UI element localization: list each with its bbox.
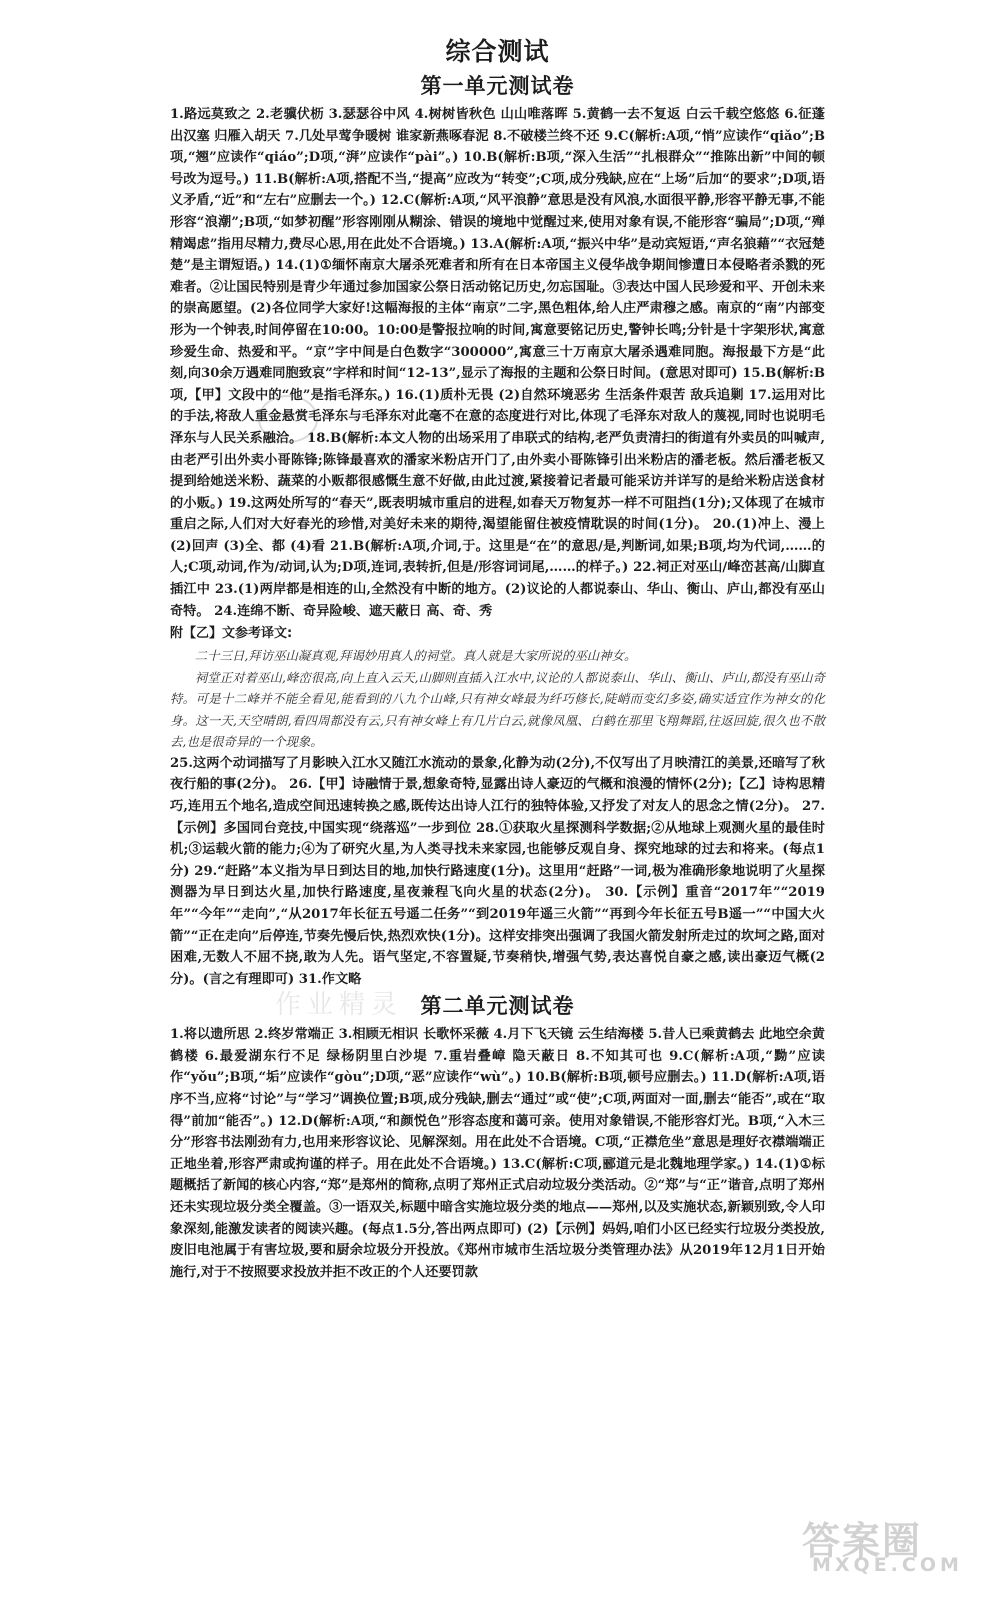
logo-domain: MXQE.COM: [812, 1554, 963, 1576]
unit1-section: [170, 70, 825, 990]
site-logo-watermark: [802, 1510, 982, 1580]
unit1-answers-continued: 25.这两个动词描写了月影映入江水又随江水流动的景象,化静为动(2分),不仅写出了月映清江的美景,还暗写了秋夜行船的事(2分)。 26.【甲】诗融情于景,想象奇特,显露出诗人豪迈的气概和浪漫的情怀(2分);【乙】诗构思精巧,连用五个地名,造成空间迅速转换之感,既传达出诗人江行的独特体验,又抒发了对友人的思念之情(2分)。 27.【示例】多国同台竞技,中国实现“绕落巡”一步到位 28.①获取火星探测科学数据;②从地球上观测火星的最佳时机;③运载火箭的能力;④为了研究火星,为人类寻找未来家园,也能够反观自身、探究地球的过去和将来。(每点1分) 29.“赶路”本义指为早日到达目的地,加快行路速度(1分)。这里用“赶路”一词,极为准确形象地说明了火星探测器为早日到达火星,加快行路速度,星夜兼程飞向火星的状态(2分)。 30.【示例】重音“2017年”“2019年”“今年”“走向”,“从2017年长征五号遥二任务”“到2019年遥三火箭”“再到今年长征五号B遥一”“中国大火箭”“正在走向”后停连,节奏先慢后快,热烈欢快(1分)。这样安排突出强调了我国火箭发射所走过的坎坷之路,面对困难,无数人不屈不挠,敢为人先。语气坚定,不容置疑,节奏稍快,增强气势,表达喜悦自豪之感,读出豪迈气概(2分)。(言之有理即可) 31.作文略: [170, 755, 825, 987]
unit2-section: [170, 990, 825, 1283]
logo-text: 答案圈: [802, 1519, 923, 1563]
answer-page: [170, 30, 825, 1283]
watermark-text: 作业精灵: [275, 990, 404, 1021]
unit2-title: 第二单元测试卷: [420, 994, 575, 1019]
translation-heading: 附【乙】文参考译文:: [170, 626, 293, 642]
unit1-answers: 1.路远莫致之 2.老骥伏枥 3.瑟瑟谷中风 4.树树皆秋色 山山唯落晖 5.黄鹤一去不复返 白云千载空悠悠 6.征蓬出汉塞 归雁入胡天 7.几处早莺争暖树 谁家新燕啄春泥 8.不破楼兰终不还 9.C(解析:A项,“悄”应读作“qiǎo”;B项,“翘”应读作“qiáo”;D项,“湃”应读作“pài”。) 10.B(解析:B项,“深入生活”“扎根群众”“推陈出新”中间的顿号改为逗号。) 11.B(解析:A项,搭配不当,“提高”应改为“转变”;C项,成分残缺,应在“上场”后加“的要求”;D项,语义矛盾,“近”和“左右”应删去一个。) 12.C(解析:A项,“风平浪静”意思是没有风浪,水面很平静,形容平静无事,不能形容“浪潮”;B项,“如梦初醒”形容刚刚从糊涂、错误的境地中觉醒过来,使用对象有误,不能形容“骗局”;D项,“殚精竭虑”指用尽精力,费尽心思,用在此处不合语境。) 13.A(解析:A项,“振兴中华”是动宾短语,“声名狼藉”“衣冠楚楚”是主谓短语。) 14.(1)①缅怀南京大屠杀死难者和所有在日本帝国主义侵华战争期间惨遭日本侵略者杀戮的死难者。②让国民特别是青少年通过参加国家公祭日活动铭记历史,勿忘国耻。③表达中国人民珍爱和平、开创未来的崇高愿望。(2)各位同学大家好!这幅海报的主体“南京”二字,黑色粗体,给人庄严肃穆之感。南京的“南”内部变形为一个钟表,时间停留在10:00。10:00是警报拉响的时间,寓意要铭记历史,警钟长鸣;分针是十字架形状,寓意珍爱生命、热爱和平。“京”字中间是白色数字“300000”,寓意三十万南京大屠杀遇难同胞。海报最下方是“此刻,向30余万遇难同胞致哀”字样和时间“12-13”,显示了海报的主题和公祭日时间。(意思对即可) 15.B(解析:B项,【甲】文段中的“他”是指毛泽东。) 16.(1)质朴无畏 (2)自然环境恶劣 生活条件艰苦 敌兵追剿 17.运用对比的手法,将敌人重金悬赏毛泽东与毛泽东对此毫不在意的态度进行对比,体现了毛泽东对敌人的蔑视,同时也说明毛泽东与人民关系融洽。 18.B(解析:本文人物的出场采用了串联式的结构,老严负责清扫的街道有外卖员的叫喊声,由老严引出外卖小哥陈锋;陈锋最喜欢的潘家米粉店开门了,由外卖小哥陈锋引出米粉店的潘老板。然后潘老板又提到给她送米粉、蔬菜的小贩都很感慨生意不好做,由此过渡,紧接着记者最可能采访并详写的是给米粉店送食材的小贩。) 19.这两处所写的“春天”,既表明城市重启的进程,如春天万物复苏一样不可阻挡(1分);又体现了在城市重启之际,人们对大好春光的珍惜,对美好未来的期待,渴望能留住被疫情耽误的时间(1分)。 20.(1)冲上、漫上 (2)回声 (3)全、都 (4)看 21.B(解析:A项,介词,于。这里是“在”的意思/是,判断词,如果;B项,均为代词,……的人;C项,动词,作为/动词,认为;D项,连词,表转折,但是/形容词词尾,……的样子。) 22.祠正对巫山/峰峦甚高/山脚直插江中 23.(1)两岸都是相连的山,全然没有中断的地方。(2)议论的人都说泰山、华山、衡山、庐山,都没有巫山奇特。 24.连绵不断、奇异险峻、遮天蔽日 高、奇、秀: [170, 107, 825, 619]
translation-paragraph-1: 二十三日,拜访巫山凝真观,拜谒妙用真人的祠堂。真人就是大家所说的巫山神女。: [194, 648, 637, 664]
page-title: 综合测试: [445, 37, 550, 66]
unit2-answers: 1.将以遗所思 2.终岁常端正 3.相顾无相识 长歌怀采薇 4.月下飞天镜 云生结海楼 5.昔人已乘黄鹤去 此地空余黄鹤楼 6.最爱湖东行不足 绿杨阴里白沙堤 7.重岩叠嶂 隐天蔽日 8.不知其可也 9.C(解析:A项,“黝”应读作“yǒu”;B项,“垢”应读作“gòu”;D项,“恶”应读作“wù”。) 10.B(解析:B项,顿号应删去。) 11.D(解析:A项,语序不当,应将“讨论”与“学习”调换位置;B项,成分残缺,删去“通过”或“使”;C项,两面对一面,删去“能否”,或在“取得”前加“能否”。) 12.D(解析:A项,“和颜悦色”形容态度和蔼可亲。使用对象错误,不能形容灯光。B项,“入木三分”形容书法刚劲有力,也用来形容议论、见解深刻。用在此处不合语境。C项,“正襟危坐”意思是理好衣襟端端正正地坐着,形容严肃或拘谨的样子。用在此处不合语境。) 13.C(解析:C项,郦道元是北魏地理学家。) 14.(1)①标题概括了新闻的核心内容,“郑”是郑州的简称,点明了郑州正式启动垃圾分类活动。②“郑”与“正”谐音,点明了郑州还未实现垃圾分类全覆盖。③一语双关,标题中暗含实施垃圾分类的地点——郑州,以及实施状态,新颖别致,令人印象深刻,能激发读者的阅读兴趣。(每点1.5分,答出两点即可) (2)【示例】妈妈,咱们小区已经实行垃圾分类投放,废旧电池属于有害垃圾,要和厨余垃圾分开投放。《郑州市城市生活垃圾分类管理办法》从2019年12月1日开始施行,对于不按照要求投放并拒不改正的个人还要罚款: [170, 1027, 825, 1280]
translation-paragraph-2: 祠堂正对着巫山,峰峦很高,向上直入云天,山脚则直插入江水中,议论的人都说泰山、华山、衡山、庐山,都没有巫山奇特。可是十二峰并不能全看见,能看到的八九个山峰,只有神女峰最为纤巧修长,陡峭而变幻多姿,确实适宜作为神女的化身。这一天,天空晴朗,看四周都没有云,只有神女峰上有几片白云,就像凤凰、白鹤在那里飞翔舞蹈,往返回旋,很久也不散去,也是很奇异的一个现象。: [170, 669, 825, 750]
unit1-title: 第一单元测试卷: [420, 74, 575, 98]
